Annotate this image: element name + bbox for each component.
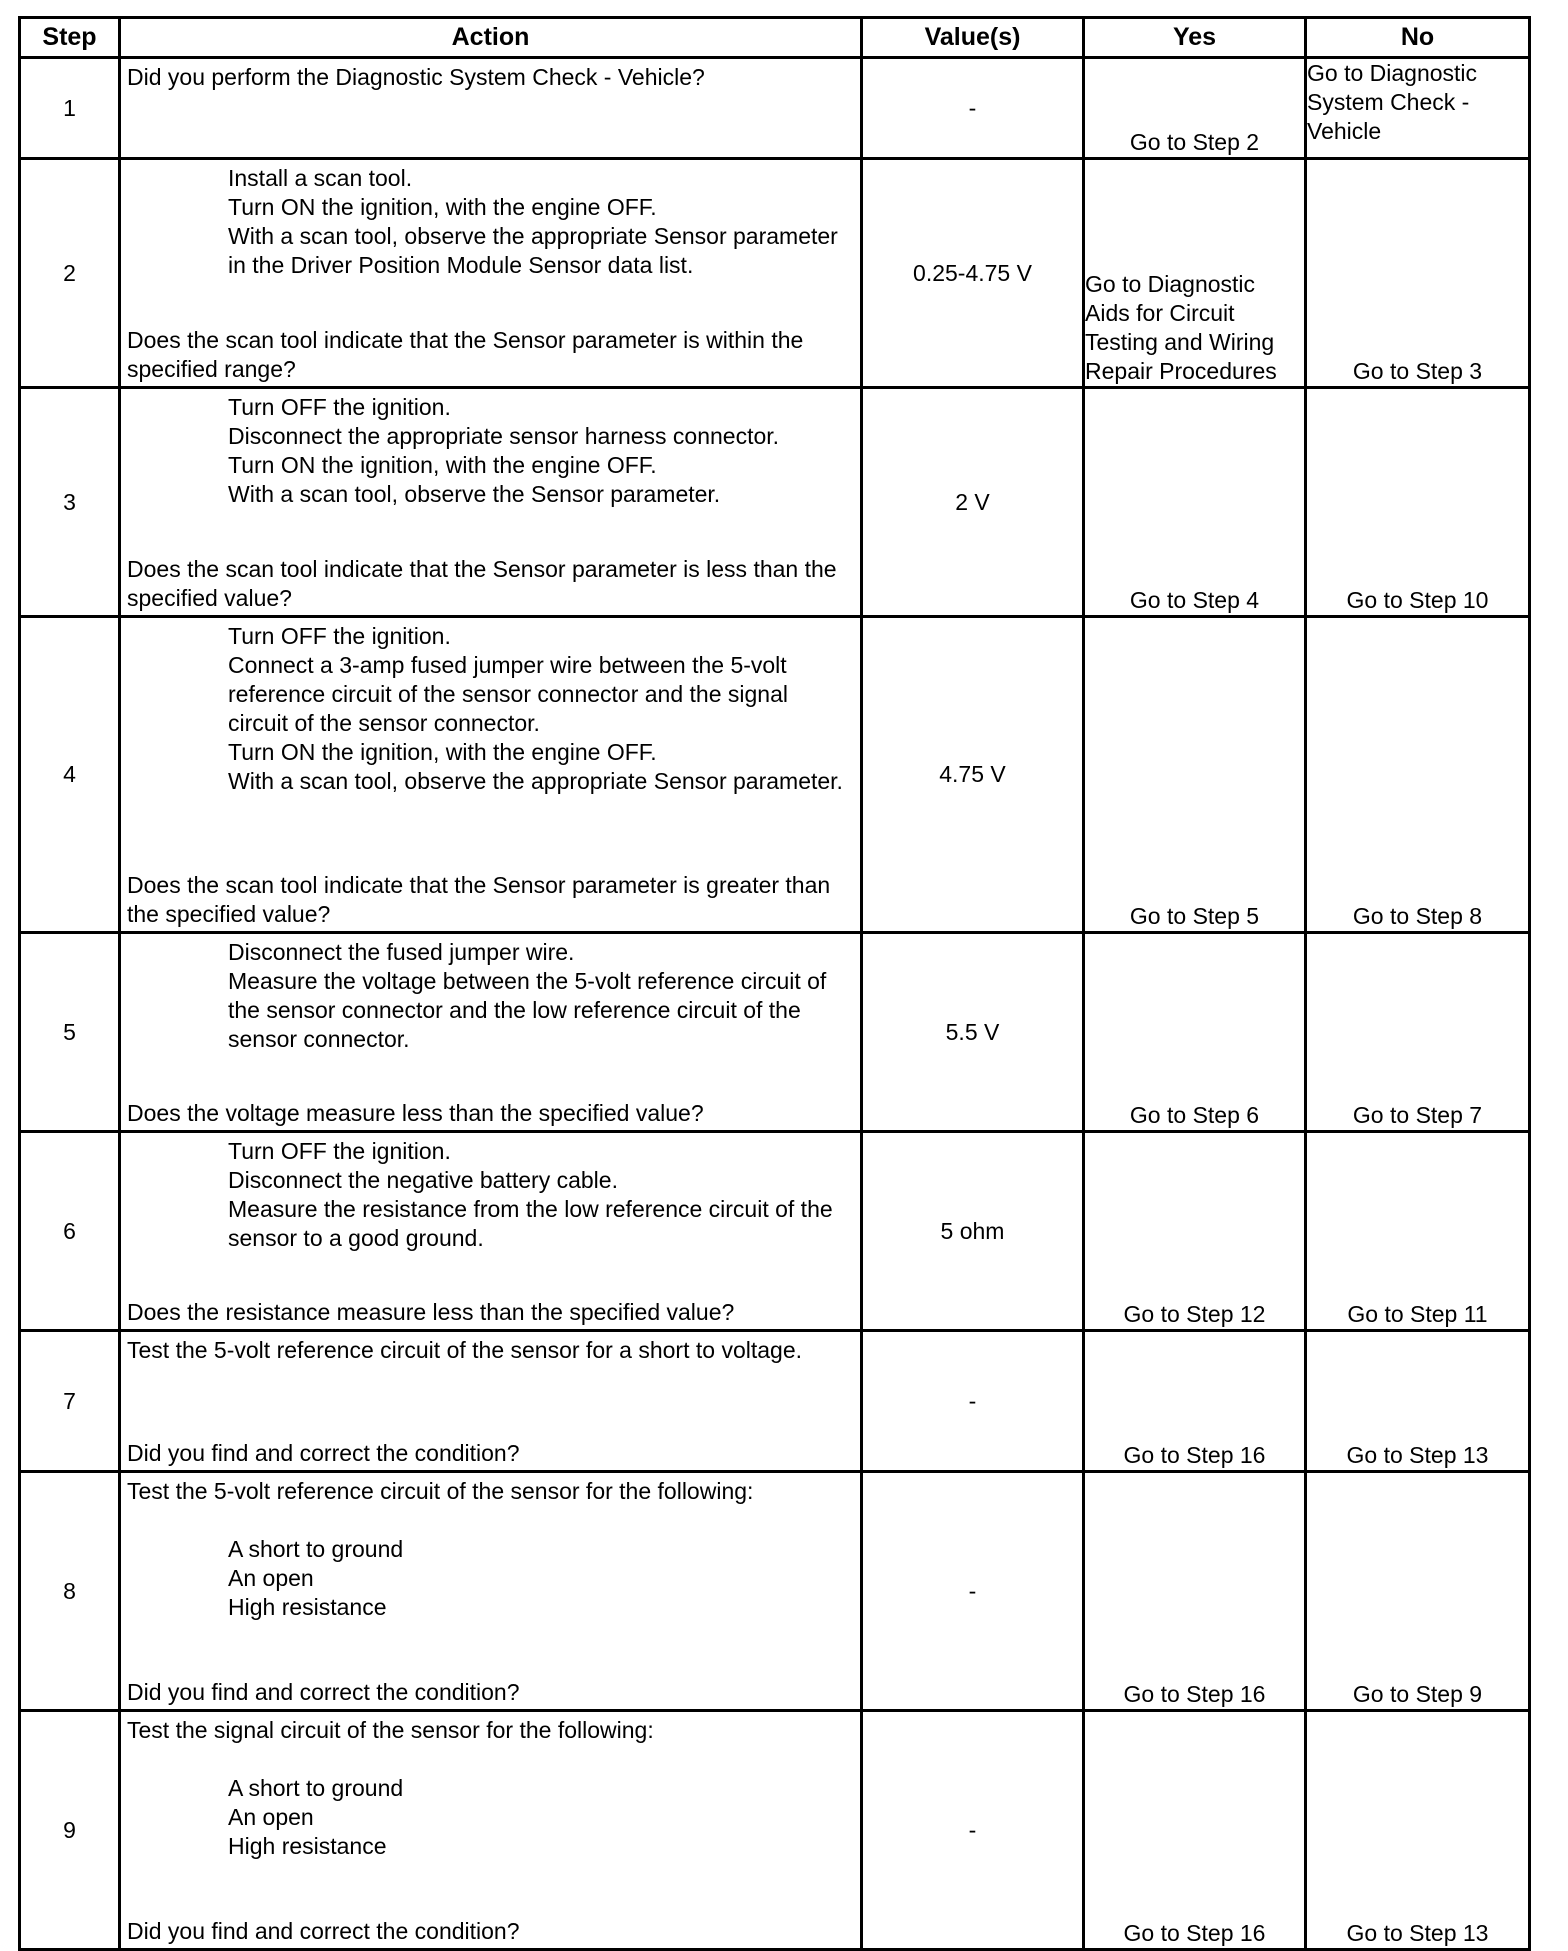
instruction-line: Turn ON the ignition, with the engine OFF. [228,452,657,478]
diagnostic-table [18,16,1531,1951]
value-cell: 5.5 V [862,933,1084,1132]
action-question: Does the resistance measure less than the specified value? [127,1299,735,1325]
action-cell [120,933,862,1132]
yes-cell: Go to Step 2 [1084,58,1306,159]
table-row [20,1331,1530,1472]
action-cell [120,1132,862,1331]
table-row [20,388,1530,617]
header-action: Action [120,18,862,58]
instruction-line: Measure the voltage between the 5-volt reference circuit of the sensor connector and the low reference circuit of the sensor connector. [228,968,827,1052]
condition-item: An open [228,1804,314,1830]
yes-cell: Go to Step 4 [1084,388,1306,617]
condition-item: A short to ground [228,1536,404,1562]
value-cell: 0.25-4.75 V [862,159,1084,388]
action-question: Did you find and correct the condition? [127,1679,520,1705]
instruction-line: Install a scan tool. [228,165,413,191]
instruction-line: Disconnect the fused jumper wire. [228,939,575,965]
value-cell: 5 ohm [862,1132,1084,1331]
no-cell: Go to Step 13 [1306,1331,1530,1472]
instruction-line: Measure the resistance from the low reference circuit of the sensor to a good ground. [228,1196,833,1251]
no-cell: Go to Step 3 [1306,159,1530,388]
no-cell: Go to Step 13 [1306,1711,1530,1950]
action-cell [120,159,862,388]
no-cell: Go to Diagnostic System Check - Vehicle [1306,58,1530,159]
value-cell: - [862,1472,1084,1711]
instruction-line: Disconnect the negative battery cable. [228,1167,618,1193]
table-row [20,617,1530,933]
table-row [20,1132,1530,1331]
instruction-line: Turn ON the ignition, with the engine OFF. [228,739,657,765]
action-intro: Test the 5-volt reference circuit of the sensor for a short to voltage. [127,1337,802,1363]
instruction-line: With a scan tool, observe the appropriate Sensor parameter in the Driver Position Module Sensor data list. [228,223,838,278]
no-cell: Go to Step 11 [1306,1132,1530,1331]
condition-item: High resistance [228,1833,387,1859]
step-number: 6 [20,1132,120,1331]
step-number: 5 [20,933,120,1132]
condition-item: A short to ground [228,1775,404,1801]
yes-cell: Go to Step 16 [1084,1331,1306,1472]
table-row [20,159,1530,388]
header-step: Step [20,18,120,58]
instruction-line: Turn OFF the ignition. [228,1138,451,1164]
instruction-line: Turn OFF the ignition. [228,623,451,649]
no-cell: Go to Step 8 [1306,617,1530,933]
action-cell [120,58,862,159]
value-cell: - [862,1711,1084,1950]
instruction-line: With a scan tool, observe the Sensor parameter. [228,481,721,507]
header-no: No [1306,18,1530,58]
instruction-line: Disconnect the appropriate sensor harness connector. [228,423,780,449]
header-yes: Yes [1084,18,1306,58]
instruction-line: Connect a 3-amp fused jumper wire between the 5-volt reference circuit of the sensor connector and the signal circuit of the sensor connector. [228,652,788,736]
header-values: Value(s) [862,18,1084,58]
condition-item: High resistance [228,1594,387,1620]
no-cell: Go to Step 9 [1306,1472,1530,1711]
action-question: Does the voltage measure less than the specified value? [127,1100,704,1126]
step-number: 8 [20,1472,120,1711]
yes-cell: Go to Step 6 [1084,933,1306,1132]
value-cell: - [862,1331,1084,1472]
table-row [20,58,1530,159]
condition-item: An open [228,1565,314,1591]
yes-cell: Go to Diagnostic Aids for Circuit Testing and Wiring Repair Procedures [1084,159,1306,388]
yes-cell: Go to Step 12 [1084,1132,1306,1331]
value-cell: - [862,58,1084,159]
instruction-line: With a scan tool, observe the appropriate Sensor parameter. [228,768,843,794]
action-question: Does the scan tool indicate that the Sensor parameter is greater than the specified value? [127,872,831,927]
action-intro: Test the 5-volt reference circuit of the sensor for the following: [127,1478,754,1504]
step-number: 1 [20,58,120,159]
step-number: 3 [20,388,120,617]
yes-cell: Go to Step 16 [1084,1472,1306,1711]
table-row [20,1711,1530,1950]
table-row [20,933,1530,1132]
action-intro: Test the signal circuit of the sensor for the following: [127,1717,654,1743]
action-cell [120,617,862,933]
action-cell [120,1472,862,1711]
table-row [20,1472,1530,1711]
step-number: 4 [20,617,120,933]
step-number: 2 [20,159,120,388]
instruction-line: Turn OFF the ignition. [228,394,451,420]
action-question: Does the scan tool indicate that the Sensor parameter is within the specified range? [127,327,804,382]
action-question: Did you find and correct the condition? [127,1918,520,1944]
yes-cell: Go to Step 5 [1084,617,1306,933]
action-question: Did you perform the Diagnostic System Check - Vehicle? [127,64,705,90]
instruction-line: Turn ON the ignition, with the engine OFF. [228,194,657,220]
step-number: 9 [20,1711,120,1950]
action-cell [120,1331,862,1472]
value-cell: 2 V [862,388,1084,617]
no-cell: Go to Step 7 [1306,933,1530,1132]
action-cell [120,1711,862,1950]
action-question: Does the scan tool indicate that the Sensor parameter is less than the specified value? [127,556,837,611]
step-number: 7 [20,1331,120,1472]
yes-cell: Go to Step 16 [1084,1711,1306,1950]
header-row [20,18,1530,58]
action-question: Did you find and correct the condition? [127,1440,520,1466]
value-cell: 4.75 V [862,617,1084,933]
action-cell [120,388,862,617]
no-cell: Go to Step 10 [1306,388,1530,617]
